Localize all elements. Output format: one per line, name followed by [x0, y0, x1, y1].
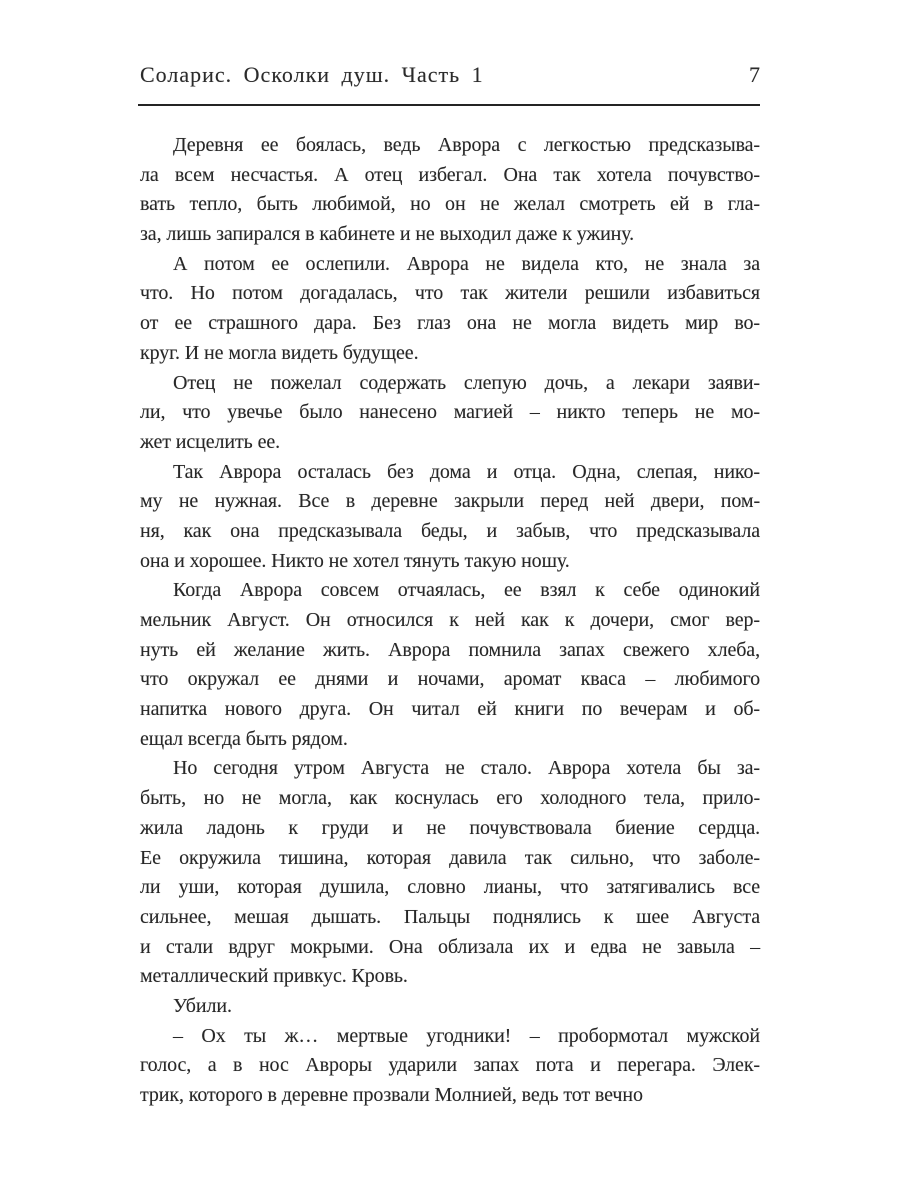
text-line: жет исцелить ее.	[140, 430, 281, 453]
text-line: быть, но не могла, как коснулась его холодного тела, прило-	[140, 787, 760, 810]
text-line: голос, а в нос Авроры ударили запах пота и перегара. Элек-	[140, 1054, 760, 1077]
text-line: ла всем несчастья. А отец избегал. Она так хотела почувство-	[140, 163, 760, 186]
text-line: ли уши, которая душила, словно лианы, что затягивались все	[140, 876, 760, 899]
text-line: ещал всегда быть рядом.	[140, 727, 348, 750]
text-line: Убили.	[173, 994, 232, 1017]
text-line: му не нужная. Все в деревне закрыли перед ней двери, пом-	[140, 490, 760, 513]
header-rule	[138, 104, 760, 106]
text-line: и стали вдруг мокрыми. Она облизала их и едва не завыла –	[140, 935, 760, 958]
page-number: 7	[749, 62, 760, 87]
text-line: Когда Аврора совсем отчаялась, ее взял к себе одинокий	[173, 579, 760, 602]
text-line: – Ох ты ж… мертвые угодники! – пробормотал мужской	[173, 1024, 760, 1047]
text-line: за, лишь запирался в кабинете и не выходил даже к ужину.	[140, 223, 635, 246]
text-line: круг. И не могла видеть будущее.	[140, 341, 419, 364]
text-line: Так Аврора осталась без дома и отца. Одна, слепая, нико-	[173, 460, 760, 483]
text-line: мельник Август. Он относился к ней как к дочери, смог вер-	[140, 609, 760, 631]
page-header	[140, 62, 760, 88]
text-line: ли, что увечье было нанесено магией – никто теперь не мо-	[140, 401, 760, 424]
text-line: жила ладонь к груди и не почувствовала биение сердца.	[140, 816, 760, 839]
text-body	[140, 131, 760, 1111]
text-line: напитка нового друга. Он читал ей книги по вечерам и об-	[140, 698, 760, 721]
text-line: что окружал ее днями и ночами, аромат кваса – любимого	[140, 668, 760, 691]
text-line: сильнее, мешая дышать. Пальцы поднялись к шее Августа	[140, 905, 760, 928]
text-line: она и хорошее. Никто не хотел тянуть такую ношу.	[140, 549, 570, 572]
text-line: вать тепло, быть любимой, но он не желал смотреть ей в гла-	[140, 193, 760, 216]
text-line: А потом ее ослепили. Аврора не видела кто, не знала за	[173, 252, 760, 275]
text-line: Отец не пожелал содержать слепую дочь, а лекари заяви-	[173, 371, 760, 394]
running-title: Соларис. Осколки душ. Часть 1	[140, 62, 484, 87]
text-line: нуть ей желание жить. Аврора помнила запах свежего хлеба,	[140, 638, 760, 661]
text-line: трик, которого в деревне прозвали Молнией, ведь тот вечно	[140, 1084, 643, 1106]
text-line: ня, как она предсказывала беды, и забыв, что предсказывала	[140, 519, 760, 542]
text-line: Но сегодня утром Августа не стало. Аврора хотела бы за-	[173, 757, 760, 780]
text-line: Деревня ее боялась, ведь Аврора с легкостью предсказыва-	[173, 134, 760, 156]
text-line: от ее страшного дара. Без глаз она не могла видеть мир во-	[140, 312, 760, 335]
text-line: Ее окружила тишина, которая давила так сильно, что заболе-	[140, 846, 760, 869]
text-line: металлический привкус. Кровь.	[140, 965, 408, 988]
text-line: что. Но потом догадалась, что так жители решили избавиться	[140, 282, 760, 305]
